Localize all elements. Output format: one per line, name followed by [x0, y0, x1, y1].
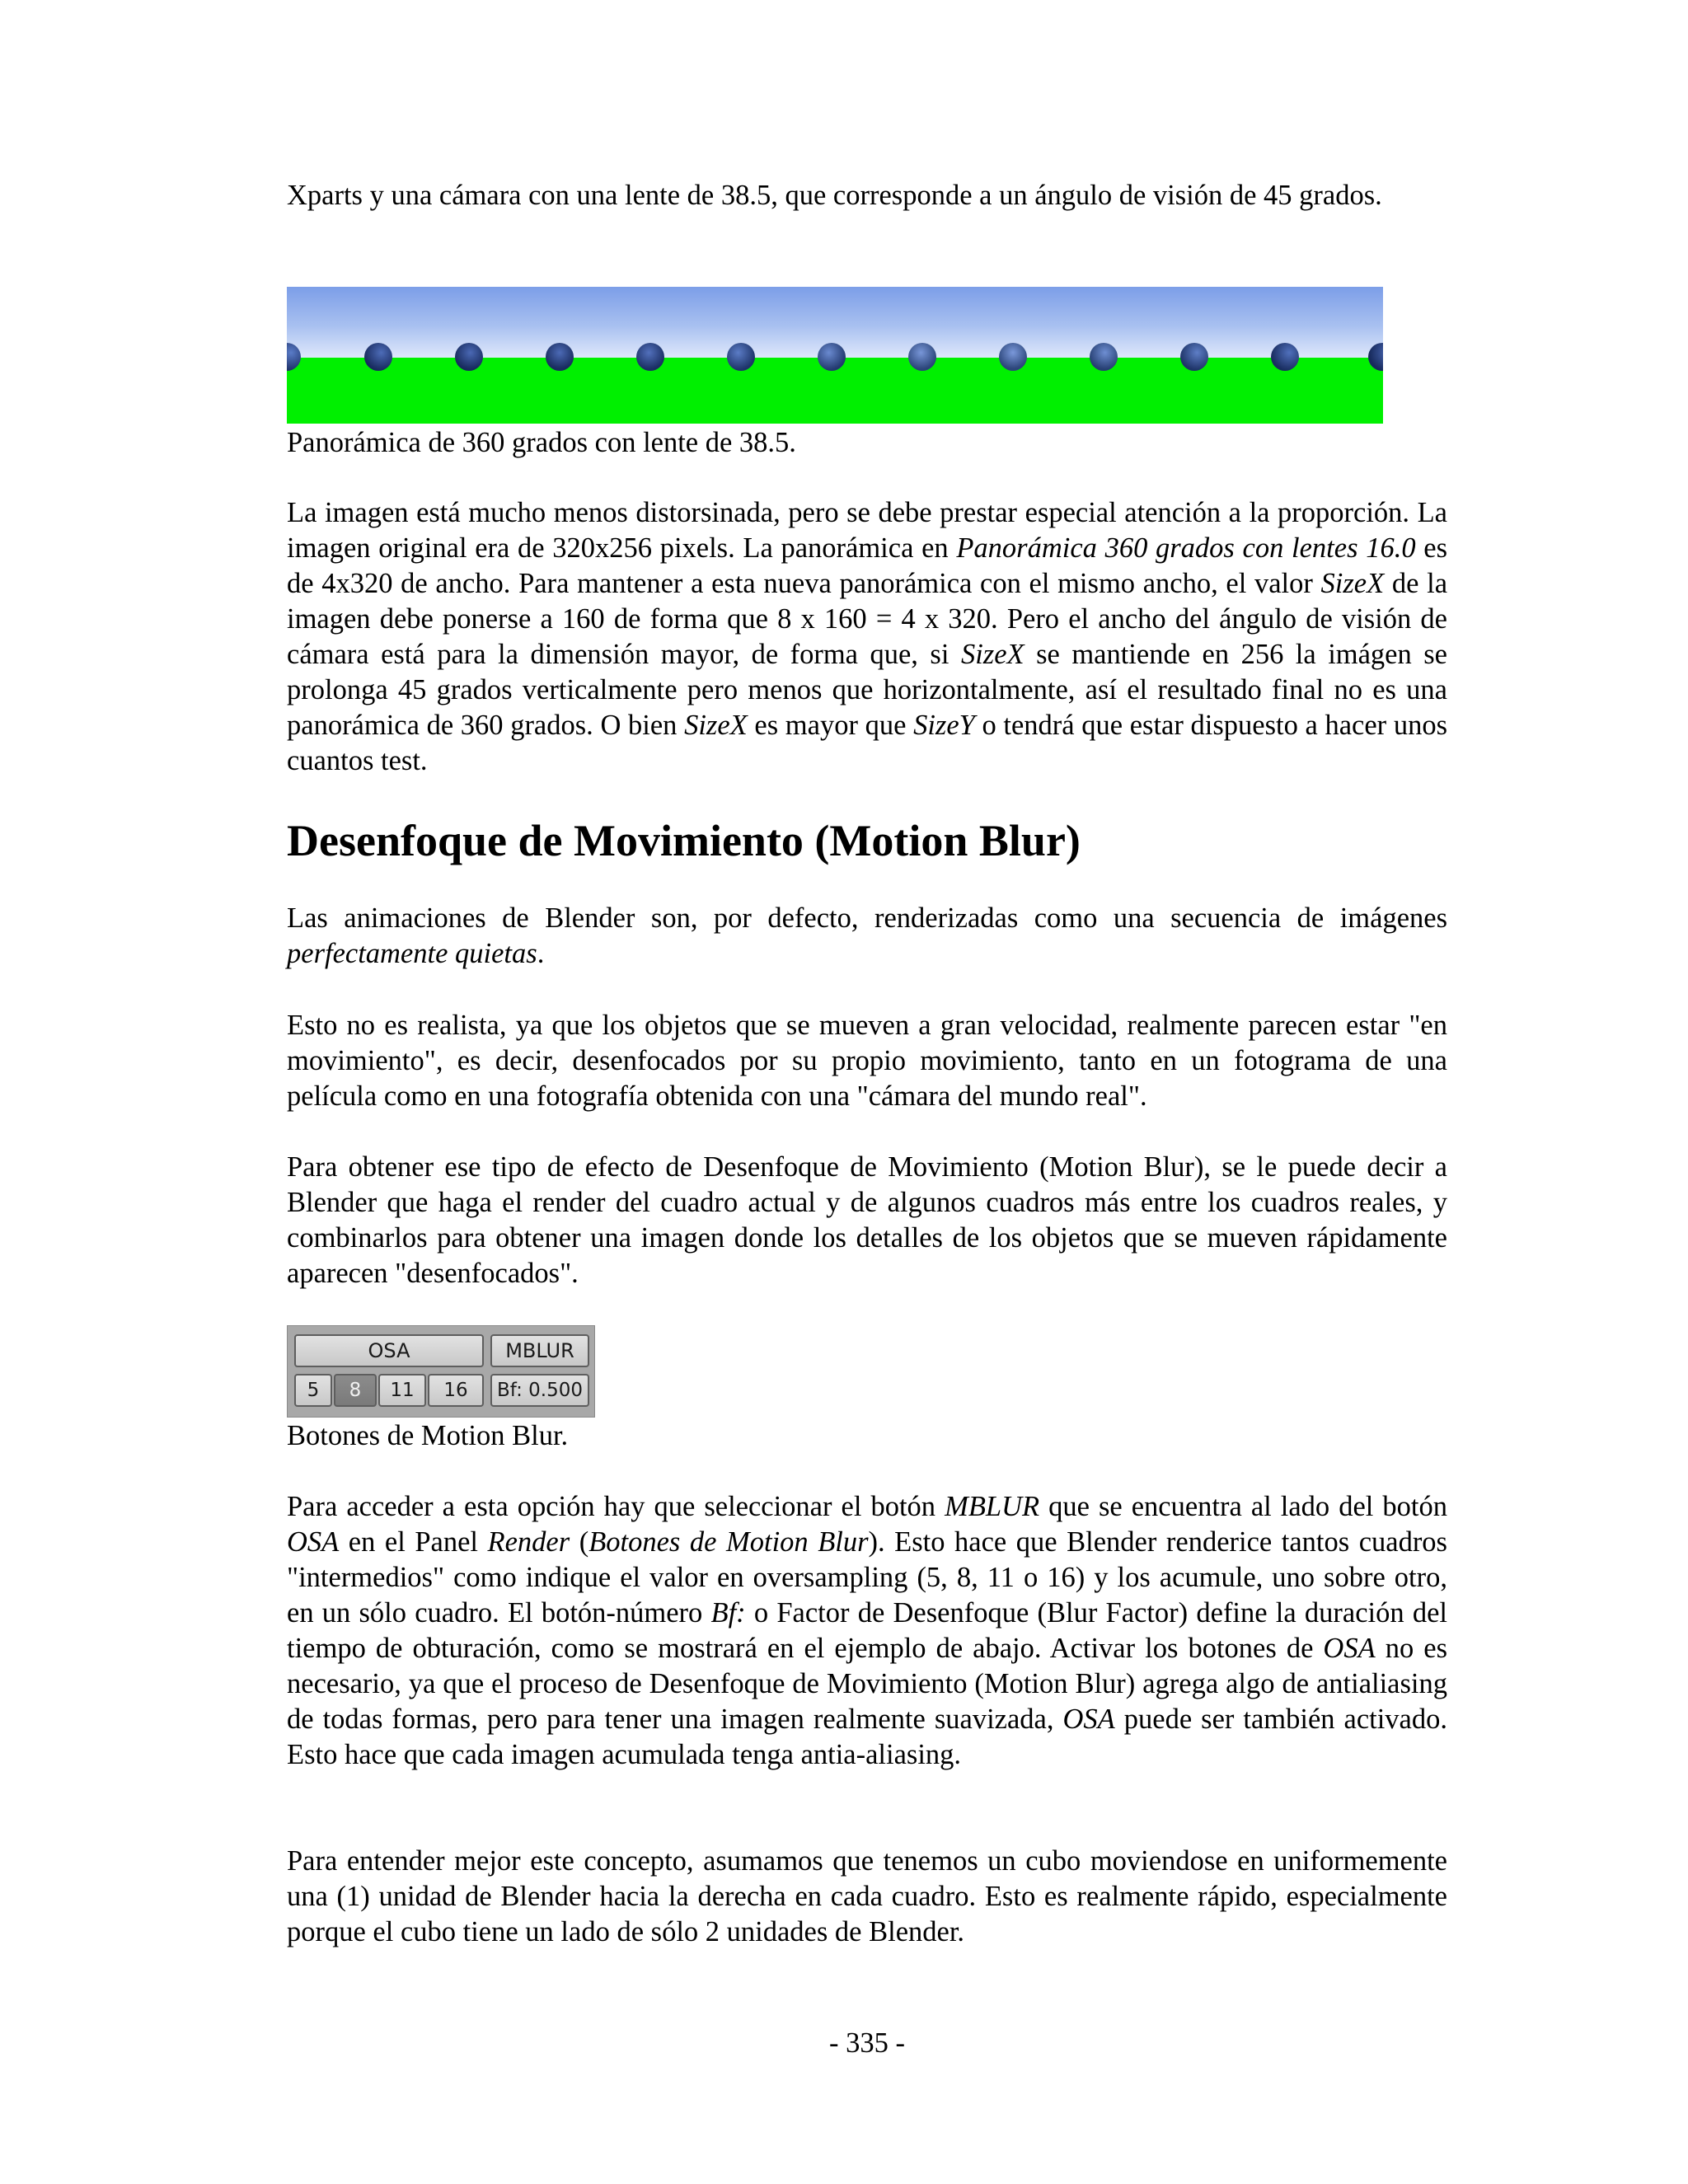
text-run: .	[537, 938, 545, 969]
italic-run: OSA	[287, 1526, 340, 1558]
blur-factor-field[interactable]: Bf: 0.500	[490, 1374, 589, 1407]
italic-run: SizeX	[684, 710, 748, 741]
panorama-sphere	[546, 343, 574, 371]
intro-paragraph: Xparts y una cámara con una lente de 38.5, que corresponde a un ángulo de visión de 45 grados.	[287, 180, 1382, 211]
osa-5-button[interactable]: 5	[294, 1374, 332, 1407]
section-heading: Desenfoque de Movimiento (Motion Blur)	[287, 816, 1081, 865]
paragraph-animations	[287, 901, 1447, 972]
motion-blur-buttons-panel	[287, 1325, 595, 1418]
osa-11-button[interactable]: 11	[378, 1374, 426, 1407]
panorama-sphere	[455, 343, 483, 371]
text-run: La imagen está mucho menos distorsinada, pero se debe prestar especial atención a la proporción. La imagen original era de 320x256 pixels. La panorámica en	[287, 497, 1447, 564]
figure2-caption: Botones de Motion Blur.	[287, 1420, 569, 1451]
italic-run: Render	[487, 1526, 570, 1558]
osa-button[interactable]: OSA	[294, 1334, 484, 1367]
panorama-sphere	[999, 343, 1027, 371]
text-run: en el Panel	[339, 1526, 488, 1558]
panorama-sphere	[1271, 343, 1299, 371]
panorama-sphere	[908, 343, 936, 371]
text-run: se mantiende en 256 la imágen se prolonga 45 grados verticalmente pero menos que horizontalmente, así el resultado final no es una panorámica de 360 grados. O bien	[287, 639, 1447, 741]
figure1-caption: Panorámica de 360 grados con lente de 38.5.	[287, 427, 796, 458]
paragraph-cube-example: Para entender mejor este concepto, asumamos que tenemos un cubo moviendose en uniformemente una (1) unidad de Blender hacia la derecha en cada cuadro. Esto es realmente rápido, especialmente porque el cubo tiene un lado de sólo 2 unidades de Blender.	[287, 1845, 1447, 1947]
text-run: es mayor que	[747, 710, 914, 741]
text-run: de la imagen debe ponerse a 160 de forma que 8 x 160 = 4 x 320. Pero el ancho del ángulo de visión de cámara está para la dimensión mayor, de forma que, si	[287, 568, 1448, 670]
panorama-image	[287, 287, 1383, 424]
text-run: que se encuentra al lado del botón	[1039, 1491, 1447, 1522]
osa-16-button[interactable]: 16	[428, 1374, 484, 1407]
osa-8-button[interactable]: 8	[334, 1374, 377, 1407]
paragraph-mblur-access	[287, 1489, 1447, 1773]
italic-run: OSA	[1062, 1704, 1115, 1735]
document-page	[287, 0, 1447, 2184]
paragraph-effect: Para obtener ese tipo de efecto de Desenfoque de Movimiento (Motion Blur), se le puede decir a Blender que haga el render del cuadro actual y de algunos cuadros más entre los cuadros reales, y combinarlos para obtener una imagen donde los detalles de los objetos que se mueven rápidamente aparecen "desenfocados".	[287, 1151, 1447, 1289]
text-run: Las animaciones de Blender son, por defecto, renderizadas como una secuencia de imágenes	[287, 902, 1447, 934]
text-run: ). Esto hace que Blender renderice tantos cuadros "intermedios" como indique el valor en oversampling (5, 8, 11 o 16) y los acumule, uno sobre otro, en un sólo cuadro. El botón-número	[287, 1526, 1447, 1629]
text-run: es de 4x320 de ancho. Para mantener a esta nueva panorámica con el mismo ancho, el valor	[287, 532, 1447, 599]
italic-run: Bf:	[710, 1597, 746, 1629]
mblur-button[interactable]: MBLUR	[490, 1334, 589, 1367]
paragraph-proportion	[287, 495, 1447, 779]
italic-run: MBLUR	[945, 1491, 1040, 1522]
panorama-sphere	[1090, 343, 1118, 371]
panorama-sphere	[727, 343, 755, 371]
paragraph-realism: Esto no es realista, ya que los objetos que se mueven a gran velocidad, realmente parecen estar "en movimiento", es decir, desenfocados por su propio movimiento, tanto en un fotograma de una película como en una fotografía obtenida con una "cámara del mundo real".	[287, 1010, 1447, 1112]
text-run: (	[570, 1526, 589, 1558]
text-run: Para acceder a esta opción hay que seleccionar el botón	[287, 1491, 945, 1522]
text-run: puede ser también activado. Esto hace que cada imagen acumulada tenga antia-aliasing.	[287, 1704, 1447, 1770]
italic-run: SizeY	[913, 710, 975, 741]
text-run: no es necesario, ya que el proceso de Desenfoque de Movimiento (Motion Blur) agrega algo de antialiasing de todas formas, pero para tener una imagen realmente suavizada,	[287, 1633, 1447, 1735]
italic-run: SizeX	[1320, 568, 1385, 599]
panorama-sphere	[1180, 343, 1208, 371]
panorama-sphere	[818, 343, 846, 371]
panorama-sphere	[364, 343, 392, 371]
italic-run: SizeX	[960, 639, 1025, 670]
italic-run: OSA	[1323, 1633, 1376, 1664]
italic-run: Botones de Motion Blur	[588, 1526, 869, 1558]
italic-run: Panorámica 360 grados con lentes 16.0	[956, 532, 1416, 564]
italic-run: perfectamente quietas	[287, 938, 537, 969]
text-run: o Factor de Desenfoque (Blur Factor) define la duración del tiempo de obturación, como se mostrará en el ejemplo de abajo. Activar los botones de	[287, 1597, 1447, 1664]
panorama-sphere	[636, 343, 664, 371]
page-number: - 335 -	[829, 2027, 905, 2059]
text-run: o tendrá que estar dispuesto a hacer unos cuantos test.	[287, 710, 1447, 776]
